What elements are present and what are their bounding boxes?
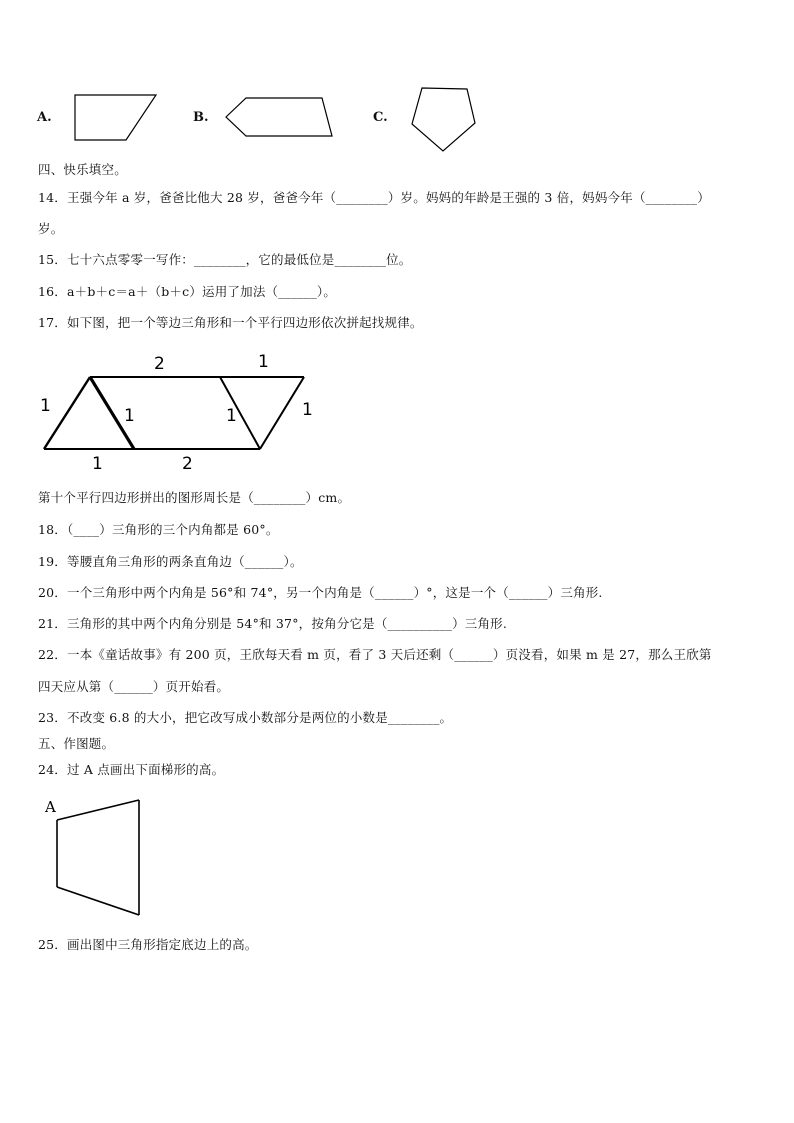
triangle-parallelogram-figure: [30, 345, 330, 475]
question-14-line1: 14．王强今年 a 岁，爸爸比他大 28 岁，爸爸今年（________）岁。妈妈的年龄是王强的 3 倍，妈妈今年（________）: [38, 190, 710, 205]
question-20: 20．一个三角形中两个内角是 56°和 74°，另一个内角是（______）°，这是一个（______）三角形.: [38, 585, 603, 600]
hexagon-shape: [222, 92, 340, 142]
figure-label-inner-left: 1: [124, 406, 135, 426]
figure-label-right: 1: [302, 400, 313, 420]
section-4-title: 四、快乐填空。: [38, 162, 127, 177]
point-a-label: A: [45, 798, 56, 816]
figure-label-top-mid: 2: [154, 354, 165, 374]
option-b-label: B.: [193, 110, 209, 125]
figure-label-top-right: 1: [258, 352, 269, 372]
figure-label-left: 1: [40, 396, 51, 416]
question-19: 19．等腰直角三角形的两条直角边（______）。: [38, 554, 303, 569]
question-23: 23．不改变 6.8 的大小，把它改写成小数部分是两位的小数是________。: [38, 710, 453, 725]
section-5-title: 五、作图题。: [38, 736, 115, 751]
trapezoid-figure: [40, 790, 160, 925]
question-17: 17．如下图，把一个等边三角形和一个平行四边形依次拼起找规律。: [38, 315, 423, 330]
parallelogram-shape: [70, 90, 165, 145]
question-15: 15．七十六点零零一写作：________，它的最低位是________位。: [38, 252, 412, 267]
option-a-label: A.: [37, 110, 52, 125]
question-17-answer: 第十个平行四边形拼出的图形周长是（________）cm。: [38, 490, 351, 505]
question-25: 25．画出图中三角形指定底边上的高。: [38, 937, 258, 952]
figure-label-bottom-left: 1: [92, 454, 103, 474]
figure-label-inner-right: 1: [226, 406, 237, 426]
question-22-line1: 22．一本《童话故事》有 200 页，王欣每天看 m 页，看了 3 天后还剩（______）页没看，如果 m 是 27，那么王欣第: [38, 647, 712, 662]
question-24: 24．过 A 点画出下面梯形的高。: [38, 762, 225, 777]
figure-label-bottom-mid: 2: [182, 454, 193, 474]
question-21: 21．三角形的其中两个内角分别是 54°和 37°，按角分它是（__________）三角形.: [38, 616, 508, 631]
option-c-label: C.: [373, 110, 388, 125]
question-18: 18．（____）三角形的三个内角都是 60°。: [38, 522, 279, 537]
question-14-line2: 岁。: [38, 221, 64, 236]
pentagon-shape: [405, 84, 483, 156]
question-16: 16．a＋b＋c＝a＋（b＋c）运用了加法（______）。: [38, 284, 337, 299]
question-22-line2: 四天应从第（______）页开始看。: [38, 679, 230, 694]
